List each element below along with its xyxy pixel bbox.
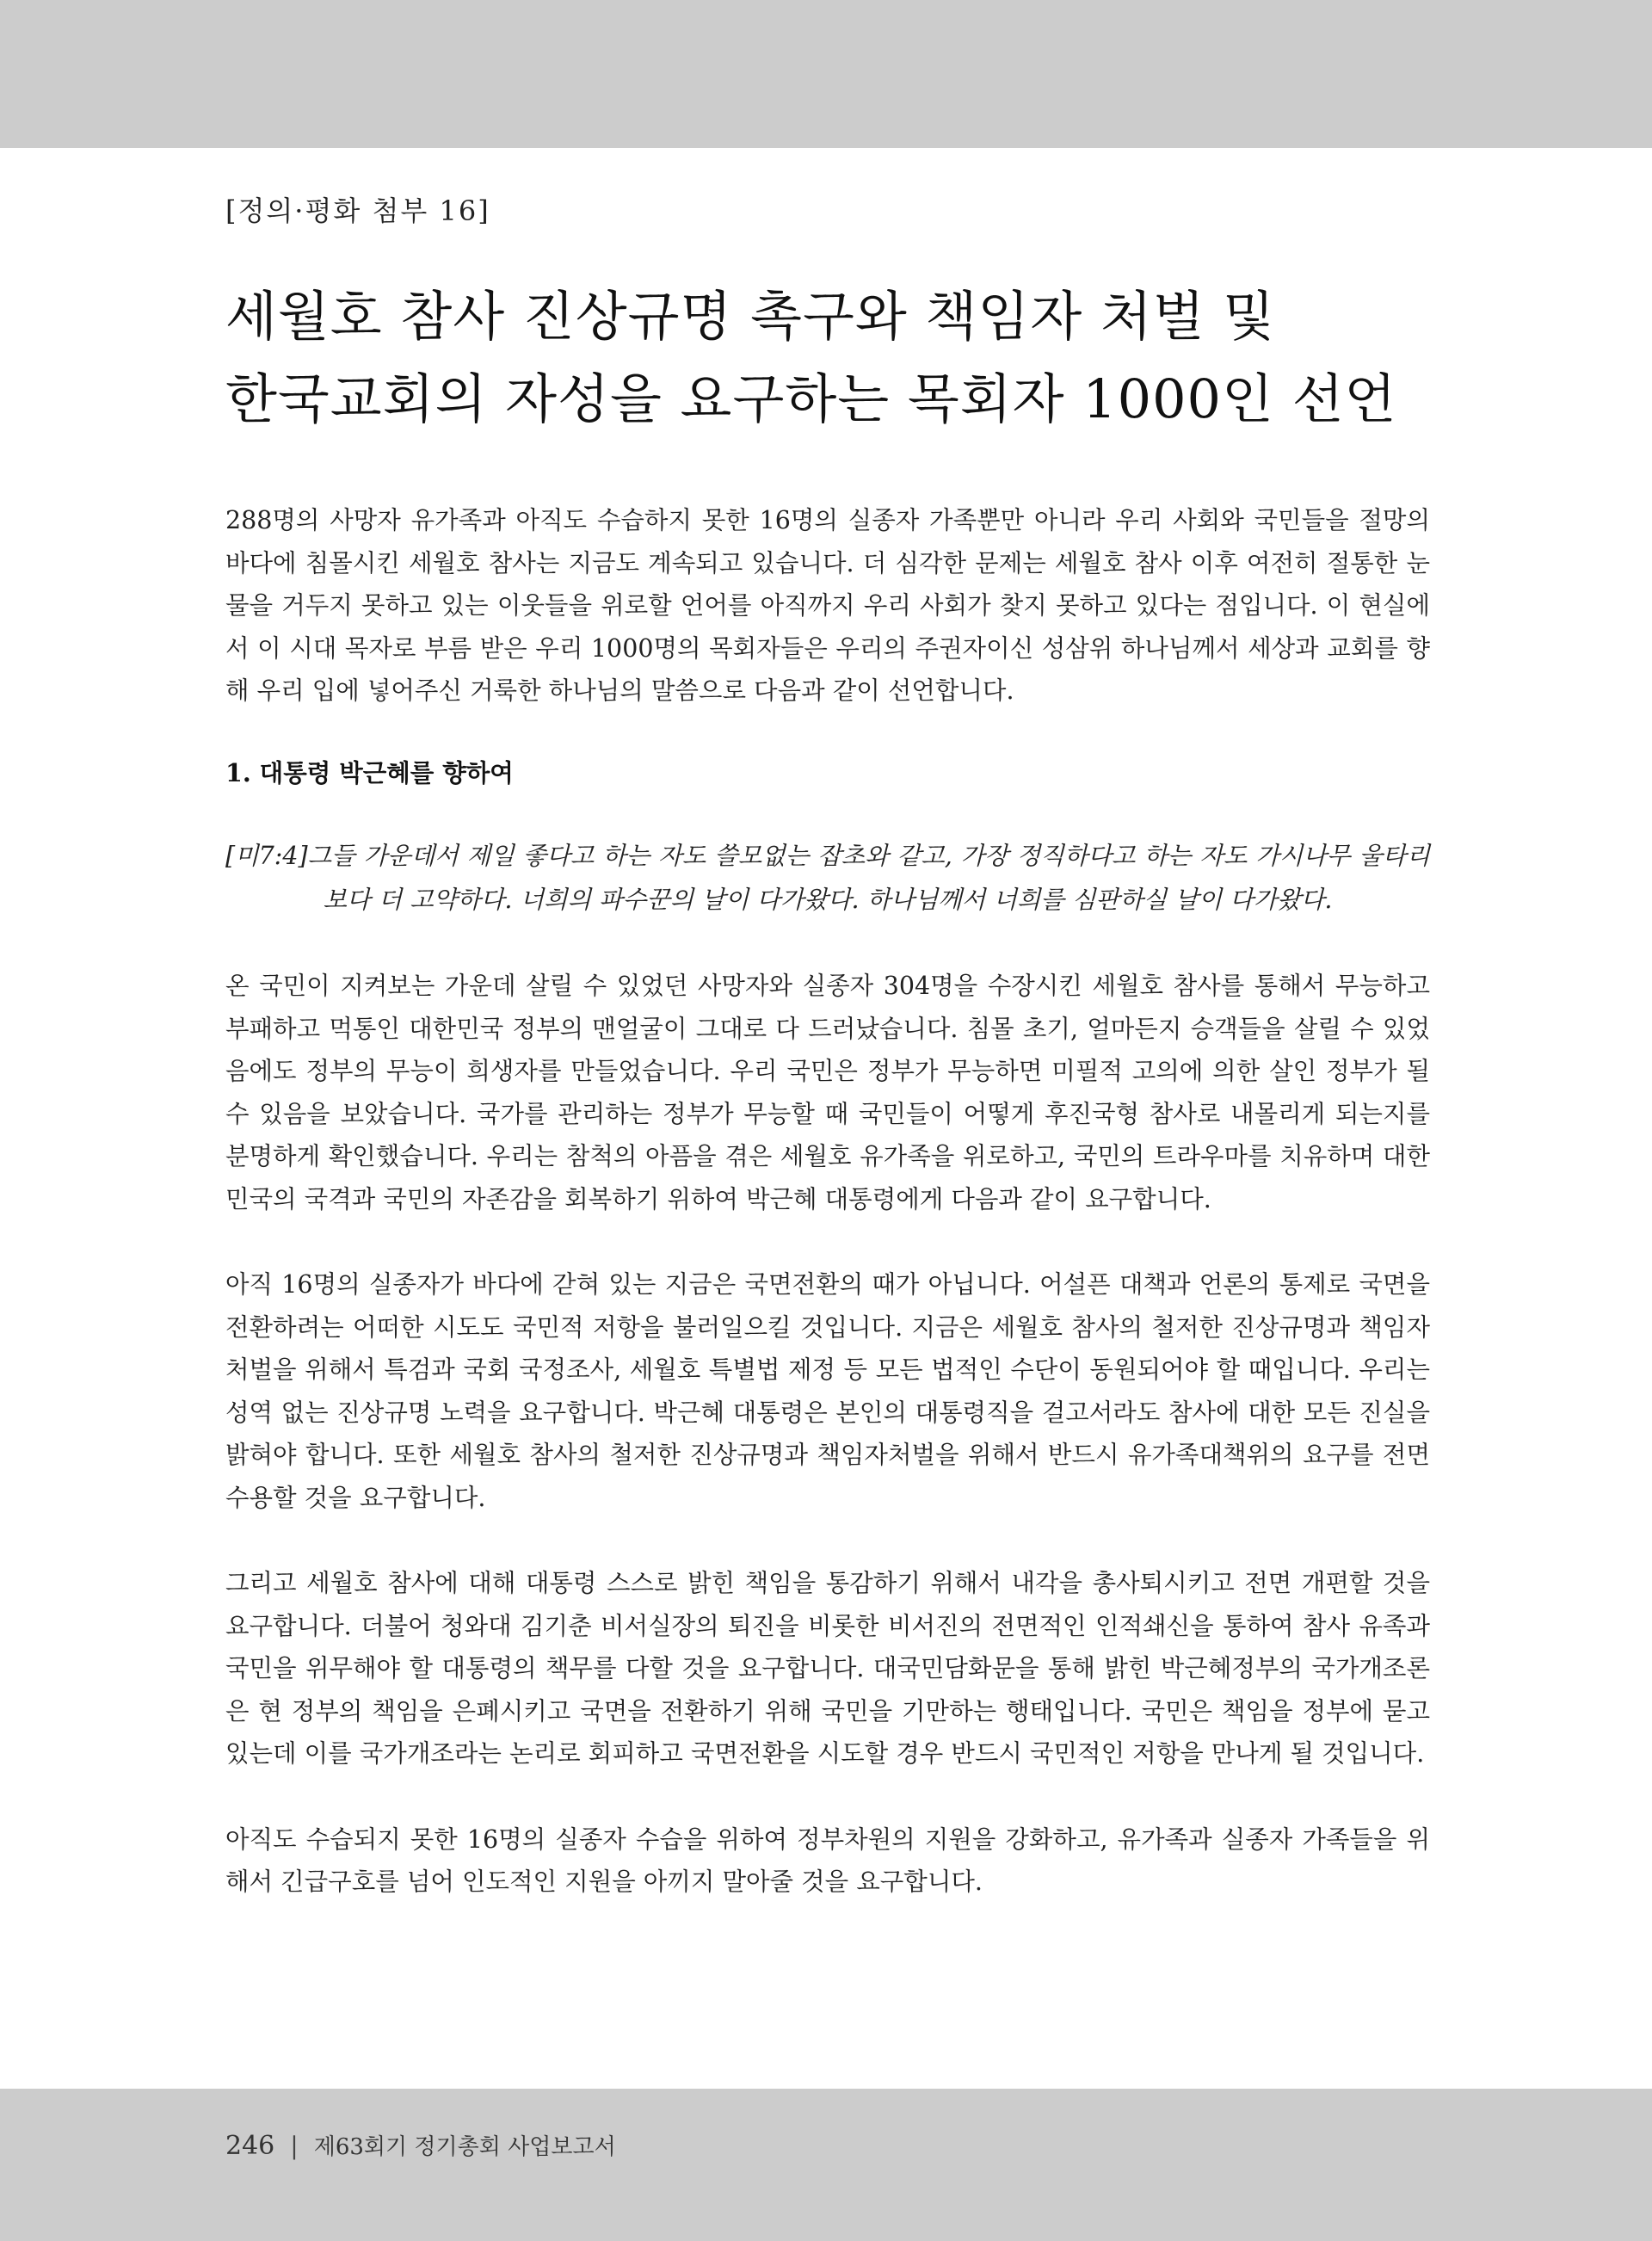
page-number: 246 <box>225 2131 275 2161</box>
document-title <box>225 275 1396 441</box>
page-footer <box>225 2129 616 2161</box>
section-paragraph-4: 아직도 수습되지 못한 16명의 실종자 수습을 위하여 정부차원의 지원을 강화하고, 유가족과 실종자 가족들을 위해서 긴급구호를 넘어 인도적인 지원을 아끼지 말아줄 것을 요구합니다. <box>225 1824 1430 1896</box>
document-body <box>225 499 1430 1904</box>
document-title-line-1: 세월호 참사 진상규명 촉구와 책임자 처벌 및 <box>225 285 1276 348</box>
section-paragraph-1: 온 국민이 지켜보는 가운데 살릴 수 있었던 사망자와 실종자 304명을 수장시킨 세월호 참사를 통해서 무능하고 부패하고 먹통인 대한민국 정부의 맨얼굴이 그대로 다 드러났습니다. 침몰 초기, 얼마든지 승객들을 살릴 수 있었음에도 정부의 무능이 희생자를 만들었습니다. 우리 국민은 정부가 무능하면 미필적 고의에 의한 살인 정부가 될 수 있음을 보았습니다. 국가를 관리하는 정부가 무능할 때 국민들이 어떻게 후진국형 참사로 내몰리게 되는지를 분명하게 확인했습니다. 우리는 참척의 아픔을 겪은 세월호 유가족을 위로하고, 국민의 트라우마를 치유하며 대한민국의 국격과 국민의 자존감을 회복하기 위하여 박근혜 대통령에게 다음과 같이 요구합니다. <box>225 972 1430 1213</box>
section-heading: 1. 대통령 박근혜를 향하여 <box>225 757 514 787</box>
document-title-line-2: 한국교회의 자성을 요구하는 목회자 1000인 선언 <box>225 367 1397 430</box>
attachment-label: [정의·평화 첨부 16] <box>225 194 490 227</box>
section-paragraph-2: 아직 16명의 실종자가 바다에 갇혀 있는 지금은 국면전환의 때가 아닙니다. 어설픈 대책과 언론의 통제로 국면을 전환하려는 어떠한 시도도 국민적 저항을 불러일으킬 것입니다. 지금은 세월호 참사의 철저한 진상규명과 책임자 처벌을 위해서 특검과 국회 국정조사, 세월호 특별법 제정 등 모든 법적인 수단이 동원되어야 할 때입니다. 우리는 성역 없는 진상규명 노력을 요구합니다. 박근혜 대통령은 본인의 대통령직을 걸고서라도 참사에 대한 모든 진실을 밝혀야 합니다. 또한 세월호 참사의 철저한 진상규명과 책임자처벌을 위해서 반드시 유가족대책위의 요구를 전면 수용할 것을 요구합니다. <box>225 1270 1430 1512</box>
section-paragraph-3: 그리고 세월호 참사에 대해 대통령 스스로 밝힌 책임을 통감하기 위해서 내각을 총사퇴시키고 전면 개편할 것을 요구합니다. 더불어 청와대 김기춘 비서실장의 퇴진을 비롯한 비서진의 전면적인 인적쇄신을 통하여 참사 유족과 국민을 위무해야 할 대통령의 책무를 다할 것을 요구합니다. 대국민담화문을 통해 밝힌 박근혜정부의 국가개조론은 현 정부의 책임을 은폐시키고 국면을 전환하기 위해 국민을 기만하는 행태입니다. 국민은 책임을 정부에 묻고 있는데 이를 국가개조라는 논리로 회피하고 국면전환을 시도할 경우 반드시 국민적인 저항을 만나게 될 것입니다. <box>225 1569 1430 1768</box>
footer-band <box>0 2089 1652 2241</box>
scripture-quote: [미7:4]그들 가운데서 제일 좋다고 하는 자도 쓸모없는 잡초와 같고, 가장 정직하다고 하는 자도 가시나무 울타리보다 더 고약하다. 너희의 파수꾼의 날이 다가왔다. 하나님께서 너희를 심판하실 날이 다가왔다. <box>225 842 1430 914</box>
footer-divider: | <box>290 2132 299 2160</box>
report-title: 제63회기 정기총회 사업보고서 <box>313 2134 616 2160</box>
intro-paragraph: 288명의 사망자 유가족과 아직도 수습하지 못한 16명의 실종자 가족뿐만 아니라 우리 사회와 국민들을 절망의 바다에 침몰시킨 세월호 참사는 지금도 계속되고 있습니다. 더 심각한 문제는 세월호 참사 이후 여전히 절통한 눈물을 거두지 못하고 있는 이웃들을 위로할 언어를 아직까지 우리 사회가 찾지 못하고 있다는 점입니다. 이 현실에서 이 시대 목자로 부름 받은 우리 1000명의 목회자들은 우리의 주권자이신 성삼위 하나님께서 세상과 교회를 향해 우리 입에 넣어주신 거룩한 하나님의 말씀으로 다음과 같이 선언합니다. <box>225 506 1430 705</box>
header-band <box>0 0 1652 148</box>
